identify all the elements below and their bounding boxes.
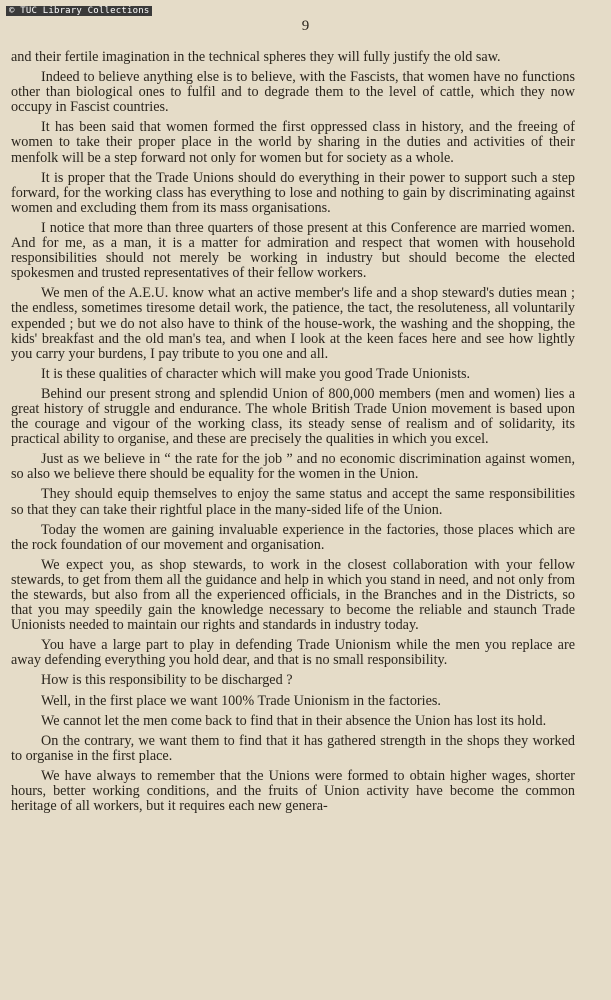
paragraph: Today the women are gaining invaluable experience in the factories, those places which are the rock foundation of our movement and organisation. <box>11 521 575 553</box>
paragraph: On the contrary, we want them to find that it has gathered strength in the shops they worked to organise in the first place. <box>11 732 575 764</box>
paragraph: Indeed to believe anything else is to believe, with the Fascists, that women have no functions other than biological ones to fulfil and to degrade them to the level of cattle, which they now occupy in Fascist countries. <box>11 69 575 116</box>
paragraph: It is proper that the Trade Unions should do everything in their power to support such a step forward, for the working class has everything to lose and nothing to gain by discriminating against women and excluding them from its mass organisations. <box>11 169 575 216</box>
paragraph: We cannot let the men come back to find that in their absence the Union has lost its hold. <box>41 712 547 729</box>
paragraph: They should equip themselves to enjoy the same status and accept the same responsibilities so that they can take their rightful place in the many-sided life of the Union. <box>11 486 575 518</box>
article-body <box>11 50 575 819</box>
paragraph: It is these qualities of character which will make you good Trade Unionists. <box>41 365 471 382</box>
paragraph: and their fertile imagination in the technical spheres they will fully justify the old saw. <box>11 49 501 65</box>
page-number: 9 <box>301 18 310 34</box>
paragraph: I notice that more than three quarters of those present at this Conference are married women. And for me, as a man, it is a matter for admiration and respect that women with household responsibilities should not merely be working in industry but should become the elected spokesmen and trusted representatives of their fellow workers. <box>11 219 575 282</box>
collection-watermark: © TUC Library Collections <box>6 6 152 16</box>
paragraph: Behind our present strong and splendid Union of 800,000 members (men and women) lies a great history of struggle and endurance. The whole British Trade Union movement is based upon the courage and vigour of the working class, its steady sense of realism and of solidarity, its practical ability to organise, and these are precisely the qualities in which you excel. <box>11 385 575 448</box>
paragraph: We have always to remember that the Unions were formed to obtain higher wages, shorter hours, better working conditions, and the fruits of Union activity have become the common heritage of all workers, but it requires each new genera- <box>11 767 575 815</box>
paragraph: How is this responsibility to be discharged ? <box>41 672 293 689</box>
paragraph: Well, in the first place we want 100% Trade Unionism in the factories. <box>41 692 441 709</box>
paragraph: It has been said that women formed the first oppressed class in history, and the freeing of women to take their proper place in the world by sharing in the duties and activities of their menfolk will be a step forward not only for women but for society as a whole. <box>11 119 575 166</box>
paragraph: We expect you, as shop stewards, to work in the closest collaboration with your fellow stewards, to get from them all the guidance and help in which you stand in need, and not only from the stewards, but also from all the experienced officials, in the Branches and in the Districts, so that you may speedily gain the knowledge necessary to become the reliable and staunch Trade Unionists needed to maintain our rights and standards in industry today. <box>11 556 575 634</box>
paragraph: You have a large part to play in defending Trade Unionism while the men you replace are away defending everything you hold dear, and that is no small responsibility. <box>11 637 575 669</box>
paragraph: We men of the A.E.U. know what an active member's life and a shop steward's duties mean ; the endless, sometimes tiresome detail work, the patience, the tact, the resoluteness, all voluntarily expended ; but we do not also have to think of the house-work, the washing and the shopping, the kids' breakfast and the old man's tea, and when I look at the keen faces here and see how lightly you carry your burdens, I pay tribute to you one and all. <box>11 285 575 362</box>
paragraph: Just as we believe in “ the rate for the job ” and no economic discrimination against women, so also we believe there should be equality for the women in the Union. <box>11 451 575 483</box>
